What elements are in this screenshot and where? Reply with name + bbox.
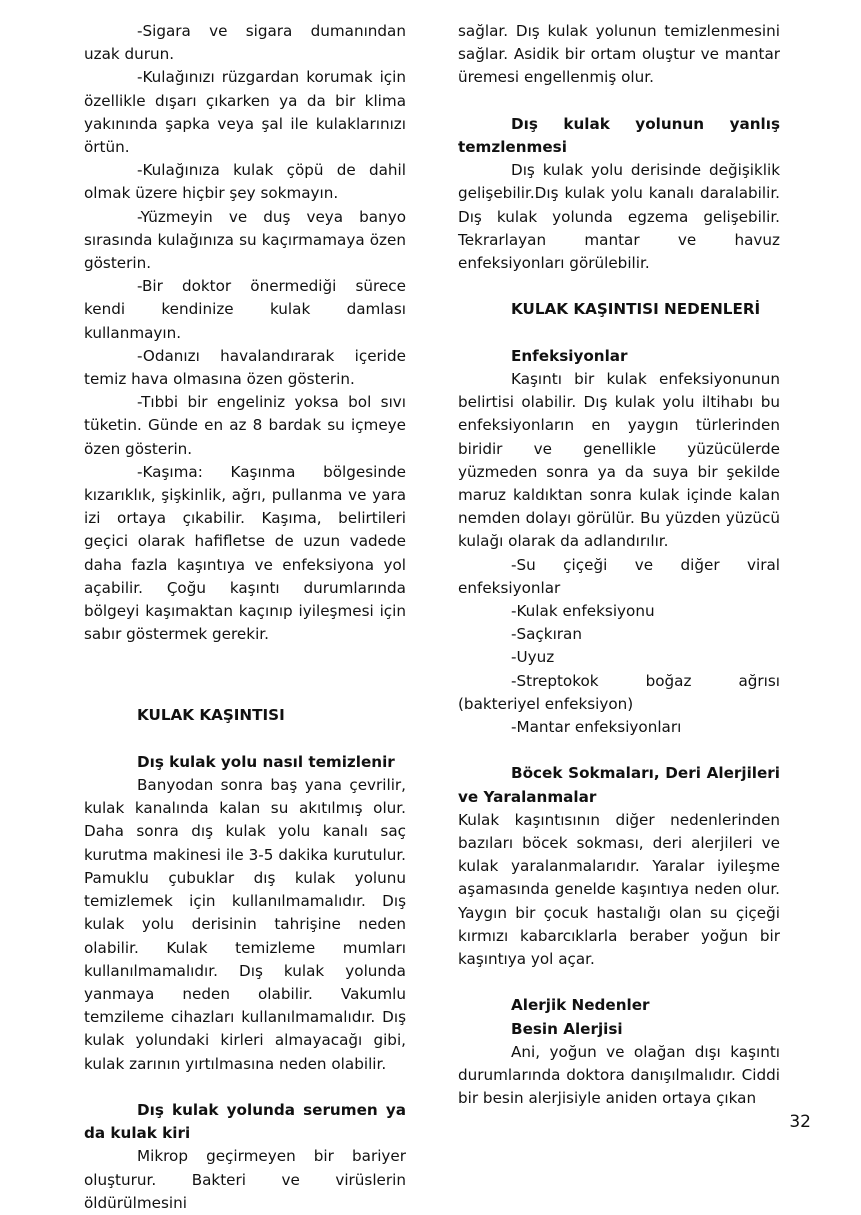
left-column	[84, 20, 406, 1215]
subheading-food-allergy: Besin Alerjisi	[511, 1019, 623, 1038]
bullet-cotton-swab: -Kulağınıza kulak çöpü de dahil olmak üzere hiçbir şey sokmayın.	[84, 161, 406, 203]
section-heading-causes: KULAK KAŞINTISI NEDENLERİ	[511, 300, 761, 319]
spacer	[84, 728, 406, 751]
list-item-infection: -Su çiçeği ve diğer viral enfeksiyonlar	[458, 555, 780, 597]
page-number: 32	[789, 1112, 811, 1132]
subheading-allergic-causes: Alerjik Nedenler	[511, 996, 650, 1015]
bullet-ear-drops: -Bir doktor önermediği sürece kendi kendinize kulak damlası kullanmayın.	[84, 277, 406, 342]
spacer	[458, 275, 780, 298]
spacer	[458, 739, 780, 762]
subheading-cleaning: Dış kulak yolu nasıl temizlenir	[137, 752, 395, 771]
bullet-scratching: -Kaşıma: Kaşınma bölgesinde kızarıklık, şişkinlik, ağrı, pullanma ve yara izi ortaya çıkabilir. Kaşıma, belirtileri geçici olarak hafifletse de uzun vadede daha fazla kaşıntıya ve enfeksiyona yol açabilir. Çoğu kaşıntı durumlarında bölgeyi kaşımaktan kaçınıp iyileşmesi için sabır göstermek gerekir.	[84, 462, 406, 644]
paragraph-earwax-continued: sağlar. Dış kulak yolunun temizlenmesini sağlar. Asidik bir ortam oluştur ve mantar üremesi engellenmiş olur.	[458, 22, 780, 87]
paragraph-cleaning: Banyodan sonra baş yana çevrilir, kulak kanalında kalan su akıtılmış olur. Daha sonra dış kulak yolu kanalı saç kurutma makinesi ile 3-5 dakika kurutulur. Pamuklu çubuklar dış kulak yolunu temizlemek için kullanılmamalıdır. Dış kulak yolu derisinin tahrişine neden olabilir. Kulak temizleme mumları kullanılmamalıdır. Dış kulak yolunda yanmaya neden olabilir. Vakumlu temzileme cihazları kullanılmamalıdır. Dış kulak yolundaki kirleri almayacağı gibi, kulak zarının yırtılmasına neden olabilir.	[84, 776, 406, 1073]
spacer	[84, 646, 406, 704]
bullet-ventilation: -Odanızı havalandırarak içeride temiz hava olmasına özen gösterin.	[84, 346, 406, 389]
bullet-swimming: -Yüzmeyin ve duş veya banyo sırasında kulağınıza su kaçırmamaya özen gösterin.	[84, 207, 406, 273]
paragraph-insect-bites: Kulak kaşıntısının diğer nedenlerinden bazıları böcek sokması, deri alerjileri ve kulak yaralanmalarıdır. Yaralar iyileşme aşamasında genelde kaşıntıya neden olur. Yaygın bir çocuk hastalığı olan su çiçeği kırmızı kabarcıklarla beraber yoğun bir kaşıntıya yol açar.	[458, 810, 780, 969]
subheading-wrong-cleaning: Dış kulak yolunun yanlış temzlenmesi	[458, 114, 780, 156]
subheading-earwax: Dış kulak yolunda serumen ya da kulak kiri	[84, 1100, 406, 1143]
section-heading-ear-itch: KULAK KAŞINTISI	[137, 706, 285, 725]
list-item-infection: -Kulak enfeksiyonu	[511, 602, 655, 621]
spacer	[458, 322, 780, 345]
paragraph-wrong-cleaning: Dış kulak yolu derisinde değişiklik gelişebilir.Dış kulak yolu kanalı daralabilir. Dış kulak yolunda egzema gelişebilir. Tekrarlayan mantar ve havuz enfeksiyonları görülebilir.	[458, 161, 780, 273]
paragraph-earwax: Mikrop geçirmeyen bir bariyer oluşturur. Bakteri ve virüslerin öldürülmesini	[84, 1147, 406, 1212]
spacer	[84, 1076, 406, 1099]
subheading-infections: Enfeksiyonlar	[511, 346, 628, 365]
list-item-infection: -Uyuz	[511, 648, 555, 667]
list-item-infection: -Mantar enfeksiyonları	[511, 718, 682, 737]
paragraph-food-allergy: Ani, yoğun ve olağan dışı kaşıntı durumlarında doktora danışılmalıdır. Ciddi bir besin alerjisiyle aniden ortaya çıkan	[458, 1042, 780, 1108]
bullet-fluids: -Tıbbi bir engeliniz yoksa bol sıvı tüketin. Günde en az 8 bardak su içmeye özen gösterin.	[84, 393, 406, 458]
spacer	[458, 90, 780, 113]
list-item-infection: -Saçkıran	[511, 625, 582, 644]
subheading-insect-bites: Böcek Sokmaları, Deri Alerjileri ve Yaralanmalar	[458, 764, 780, 806]
bullet-smoke: -Sigara ve sigara dumanından uzak durun.	[84, 22, 406, 64]
paragraph-infections: Kaşıntı bir kulak enfeksiyonunun belirtisi olabilir. Dış kulak yolu iltihabı bu enfeksiyonların en yaygın türlerinden biridir ve genellikle yüzücülerde yüzmeden sonra ya da suya bir şekilde maruz kaldıktan sonra kulak içinde kalan nemden dolayı görülür. Bu yüzden yüzücü kulağı olarak da adlandırılır.	[458, 370, 780, 551]
right-column	[458, 20, 780, 1110]
list-item-infection: -Streptokok boğaz ağrısı (bakteriyel enfeksiyon)	[458, 671, 780, 713]
spacer	[458, 971, 780, 994]
bullet-wind: -Kulağınızı rüzgardan korumak için özellikle dışarı çıkarken ya da bir klima yakınında şapka veya şal ile kulaklarınızı örtün.	[84, 68, 406, 157]
